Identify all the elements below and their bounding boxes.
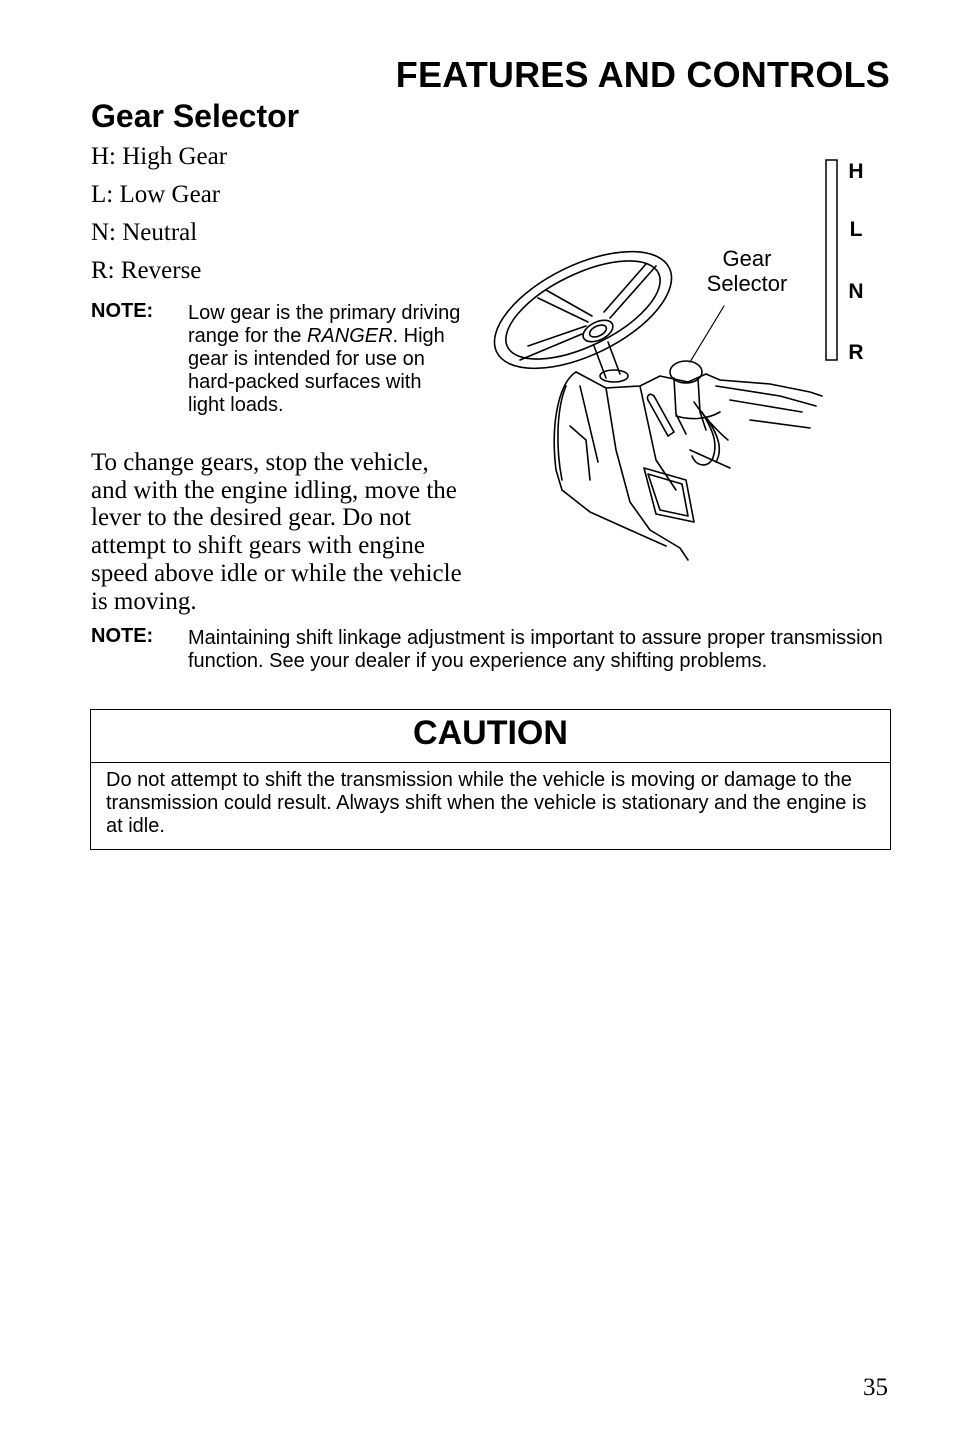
caution-text: Do not attempt to shift the transmission while the vehicle is moving or damage to the transmission could result. Always shift when the vehicle is stationary and the engine is at idle.: [106, 769, 867, 837]
note-text: Maintaining shift linkage adjustment is important to assure proper transmission function. See your dealer if you experience any shifting problems.: [188, 627, 883, 672]
page-number: 35: [863, 1374, 888, 1401]
note-label: NOTE:: [91, 625, 154, 647]
callout-label-line1: Gear: [722, 246, 772, 271]
gear-item-low: L: Low Gear: [91, 181, 221, 208]
shift-pattern-bar: [826, 160, 837, 360]
note-text-start: Low gear is the primary driving range for the: [188, 302, 461, 347]
section-header: FEATURES AND CONTROLS: [395, 54, 890, 95]
gear-item-reverse: R: Reverse: [91, 257, 202, 284]
dashboard-outline: [554, 372, 822, 560]
page-title: Gear Selector: [91, 98, 300, 134]
shift-position-n: N: [848, 280, 864, 303]
shift-position-h: H: [848, 160, 864, 183]
shift-position-l: L: [849, 218, 863, 241]
shift-instructions: To change gears, stop the vehicle, and with the engine idling, move the lever to the desired gear. Do not attempt to shift gears with engine speed above idle or while the vehicle is moving.: [91, 449, 462, 615]
note-text-end: . High gear is intended for use on hard-packed surfaces with light loads.: [188, 325, 445, 416]
caution-box: [90, 709, 891, 850]
shift-position-r: R: [848, 341, 864, 364]
steering-wheel-icon: [480, 227, 689, 392]
caution-title: CAUTION: [91, 710, 890, 763]
note-text-model: RANGER: [306, 325, 393, 347]
gear-selector-illustration: [480, 150, 890, 570]
note-text: [188, 302, 463, 417]
park-brake-icon: [647, 394, 674, 436]
callout-label-line2: Selector: [706, 271, 788, 296]
note-label: NOTE:: [91, 300, 154, 322]
gear-item-neutral: N: Neutral: [91, 219, 198, 246]
gear-list: [91, 144, 227, 296]
gear-item-high: H: High Gear: [91, 143, 228, 170]
